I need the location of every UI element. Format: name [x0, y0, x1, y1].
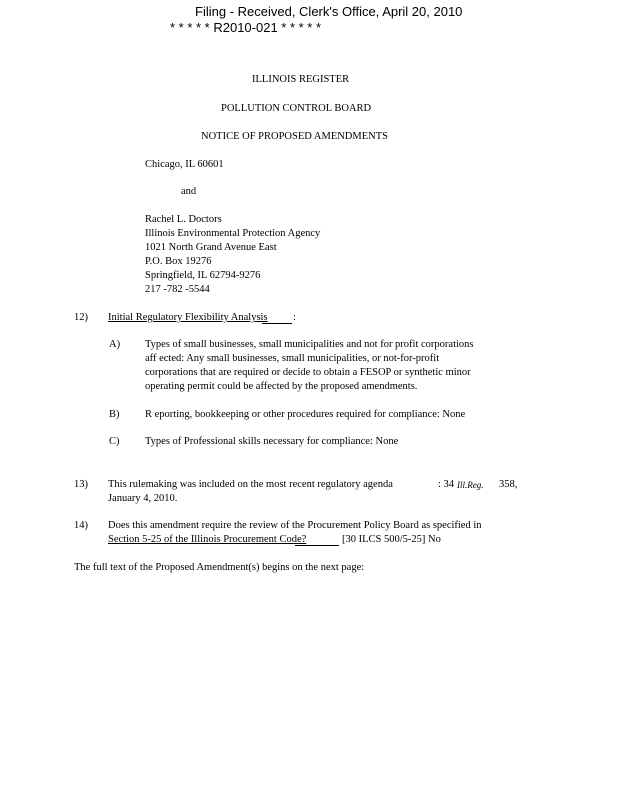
- item-12-colon: :: [293, 312, 296, 323]
- item-12a-label: A): [109, 339, 121, 350]
- contact-agency: Illinois Environmental Protection Agency: [145, 228, 321, 239]
- register-heading: ILLINOIS REGISTER: [252, 74, 350, 85]
- item-12a-line-4: operating permit could be affected by the proposed amendments.: [145, 381, 418, 392]
- item-12a-line-1: Types of small businesses, small municipalities and not for profit corporations: [145, 339, 474, 350]
- item-13-number: 13): [74, 479, 88, 490]
- item-12b-text: R eporting, bookkeeping or other procedures required for compliance: None: [145, 409, 466, 420]
- docket-stamp-line: * * * * * R2010-021 * * * * *: [170, 20, 322, 35]
- full-text-note: The full text of the Proposed Amendment(s) begins on the next page:: [74, 562, 365, 573]
- and-text: and: [181, 186, 197, 197]
- item-13-line-2: January 4, 2010.: [108, 493, 178, 504]
- item-13-line-1: This rulemaking was included on the most recent regulatory agenda: [108, 479, 393, 490]
- notice-heading: NOTICE OF PROPOSED AMENDMENTS: [201, 131, 388, 142]
- contact-street: 1021 North Grand Avenue East: [145, 242, 277, 253]
- item-13-cite-volume: : 34: [438, 479, 455, 490]
- item-12-underline-blank: [262, 323, 292, 324]
- item-14-line-1: Does this amendment require the review of the Procurement Policy Board as specified in: [108, 520, 482, 531]
- contact-pobox: P.O. Box 19276: [145, 256, 212, 267]
- item-12-number: 12): [74, 312, 88, 323]
- item-14-number: 14): [74, 520, 88, 531]
- item-14-section-ref: Section 5-25 of the Illinois Procurement Code?: [108, 534, 307, 545]
- contact-city: Springfield, IL 62794-9276: [145, 270, 261, 281]
- item-12c-label: C): [109, 436, 120, 447]
- board-heading: POLLUTION CONTROL BOARD: [221, 103, 372, 114]
- item-13-cite-register: Ill.Reg.: [457, 480, 484, 490]
- address-top: Chicago, IL 60601: [145, 159, 224, 170]
- item-12a-line-3: corporations that are required or decide to obtain a FESOP or synthetic minor: [145, 367, 471, 378]
- item-13-cite-page: 358,: [499, 479, 518, 490]
- item-12-title: Initial Regulatory Flexibility Analysis: [108, 312, 268, 323]
- contact-phone: 217 -782 -5544: [145, 284, 210, 295]
- item-12b-label: B): [109, 409, 120, 420]
- item-12a-line-2: aff ected: Any small businesses, small municipalities, or not-for-profit: [145, 353, 440, 364]
- item-14-underline-blank: [295, 545, 339, 546]
- item-12c-text: Types of Professional skills necessary for compliance: None: [145, 436, 399, 447]
- contact-name: Rachel L. Doctors: [145, 214, 222, 225]
- item-14-answer: [30 ILCS 500/5-25] No: [342, 534, 441, 545]
- filing-stamp-line: Filing - Received, Clerk's Office, April 20, 2010: [195, 4, 463, 19]
